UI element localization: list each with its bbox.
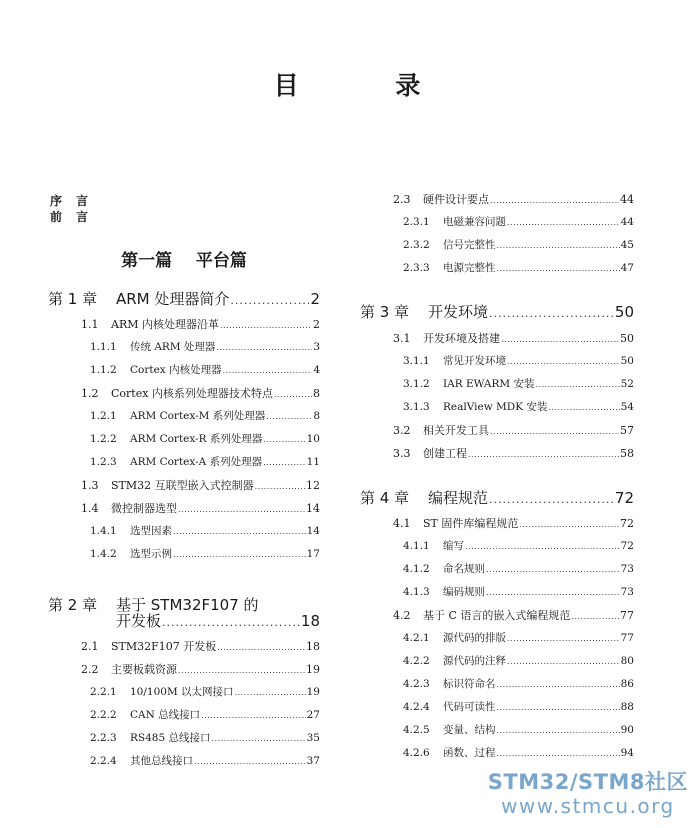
section-title: 硬件设计要点: [423, 193, 489, 206]
leader-dots: [507, 635, 620, 643]
leader-dots: [263, 459, 306, 467]
toc-subsection-entry[interactable]: [403, 240, 634, 251]
watermark-name: STM32/STM8社区: [487, 770, 688, 794]
leader-dots: [266, 413, 312, 421]
leader-dots: [571, 613, 619, 621]
leader-dots: [486, 589, 620, 597]
section-number: 3.1: [393, 332, 411, 345]
subsection-number: 4.2.1: [403, 632, 430, 644]
subsection-number: 3.1.3: [403, 401, 430, 413]
section-number: 2.3: [393, 193, 411, 206]
leader-dots: [217, 644, 305, 652]
page-number: 8: [313, 410, 320, 422]
subsection-number: 1.1.1: [90, 341, 117, 353]
subsection-title: 标识符命名: [443, 678, 496, 690]
preface-entry: 序言: [50, 194, 103, 208]
subsection-number: 4.2.2: [403, 655, 430, 667]
subsection-number: 1.2.1: [90, 410, 117, 422]
subsection-title: 源代码的注释: [443, 655, 506, 667]
page-number: 17: [306, 548, 320, 560]
leader-dots: [490, 428, 619, 436]
leader-dots: [173, 528, 306, 536]
leader-dots: [497, 727, 620, 735]
subsection-title: 其他总线接口: [130, 755, 193, 767]
subsection-number: 1.2.2: [90, 433, 117, 445]
leader-dots: [178, 667, 305, 675]
toc-subsection-entry[interactable]: [90, 526, 320, 537]
subsection-title: 源代码的排版: [443, 632, 506, 644]
toc-subsection-entry[interactable]: [90, 457, 320, 468]
leader-dots: [162, 617, 300, 628]
page-number: 57: [620, 424, 634, 437]
page-number: 72: [620, 517, 634, 530]
page-number: 47: [620, 262, 634, 274]
section-title: ARM 内核处理器沿革: [111, 318, 219, 331]
leader-dots: [489, 308, 614, 319]
leader-dots: [501, 336, 619, 344]
leader-dots: [497, 750, 620, 758]
page-number: 44: [620, 216, 634, 228]
leader-dots: [497, 265, 620, 273]
subsection-title: 命名规则: [443, 563, 485, 575]
subsection-number: 4.1.3: [403, 586, 430, 598]
toc-subsection-entry[interactable]: [403, 379, 634, 390]
toc-chapter-entry[interactable]: [360, 305, 634, 320]
leader-dots: [519, 521, 619, 529]
chapter-title-continued: 开发板: [116, 612, 162, 630]
subsection-title: 传统 ARM 处理器: [130, 341, 216, 353]
toc-section-entry[interactable]: [81, 503, 320, 514]
leader-dots: [489, 494, 614, 505]
page-number: 8: [313, 387, 320, 400]
toc-subsection-entry[interactable]: [403, 356, 634, 367]
page-number: 44: [620, 193, 634, 206]
page-number: 11: [306, 456, 320, 468]
toc-chapter-entry[interactable]: [48, 292, 320, 307]
section-number: 3.3: [393, 447, 411, 460]
leader-dots: [263, 436, 305, 444]
subsection-number: 2.3.2: [403, 239, 430, 251]
leader-dots: [536, 381, 620, 389]
leader-dots: [178, 506, 305, 514]
leader-dots: [220, 322, 312, 330]
toc-subsection-entry[interactable]: [90, 411, 320, 422]
part-heading: 第一篇 平台篇: [121, 251, 247, 271]
subsection-title: 10/100M 以太网接口: [130, 686, 234, 698]
leader-dots: [201, 712, 305, 720]
subsection-title: 选型因素: [130, 525, 172, 537]
toc-chapter-entry[interactable]: [360, 491, 634, 506]
leader-dots: [211, 735, 305, 743]
page-number: 86: [620, 678, 634, 690]
page-number: 14: [306, 502, 320, 515]
page-number: 10: [306, 433, 320, 445]
toc-section-entry[interactable]: [81, 641, 320, 652]
leader-dots: [194, 758, 306, 766]
toc-subsection-entry[interactable]: [90, 710, 320, 721]
leader-dots: [497, 704, 620, 712]
page-number: 19: [306, 686, 320, 698]
page-number: 80: [620, 655, 634, 667]
leader-dots: [468, 451, 619, 459]
leader-dots: [255, 483, 305, 491]
leader-dots: [507, 658, 620, 666]
section-number: 2.1: [81, 640, 99, 653]
page-number: 73: [620, 586, 634, 598]
section-title: 相关开发工具: [423, 424, 489, 437]
section-title: 基于 C 语言的嵌入式编程规范: [423, 609, 571, 622]
subsection-title: ARM Cortex-A 系列处理器: [130, 456, 263, 468]
subsection-title: 电源完整性: [443, 262, 496, 274]
page-number: 50: [614, 303, 634, 321]
page-number: 4: [313, 364, 320, 376]
subsection-title: 缩写: [443, 540, 464, 552]
section-title: 微控制器选型: [111, 502, 177, 515]
page-number: 58: [620, 447, 634, 460]
chapter-title: 基于 STM32F107 的: [116, 596, 259, 614]
page-number: 2: [313, 318, 320, 331]
chapter-title: 开发环境: [428, 303, 489, 321]
toc-subsection-entry[interactable]: [403, 725, 634, 736]
toc-subsection-entry[interactable]: [90, 756, 320, 767]
subsection-number: 4.2.6: [403, 747, 430, 759]
subsection-number: 2.2.4: [90, 755, 117, 767]
toc-subsection-entry[interactable]: [90, 365, 320, 376]
subsection-title: 选型示例: [130, 548, 172, 560]
leader-dots: [235, 689, 306, 697]
page-number: 35: [306, 732, 320, 744]
chapter-title: 编程规范: [428, 489, 489, 507]
page-number: 45: [620, 239, 634, 251]
subsection-number: 1.1.2: [90, 364, 117, 376]
toc-subsection-entry[interactable]: [403, 402, 634, 413]
leader-dots: [507, 219, 620, 227]
section-number: 4.1: [393, 517, 411, 530]
leader-dots: [486, 566, 620, 574]
page-number: 72: [620, 540, 634, 552]
subsection-title: RS485 总线接口: [130, 732, 211, 744]
watermark-url: www.stmcu.org: [501, 794, 675, 818]
toc-subsection-entry[interactable]: [403, 564, 634, 575]
toc-section-entry[interactable]: [393, 425, 634, 436]
leader-dots: [548, 404, 619, 412]
watermark: [488, 766, 688, 818]
toc-section-entry[interactable]: [81, 388, 320, 399]
leader-dots: [274, 391, 312, 399]
subsection-number: 3.1.1: [403, 355, 430, 367]
section-title: 开发环境及搭建: [423, 332, 500, 345]
subsection-title: ARM Cortex-R 系列处理器: [130, 433, 263, 445]
section-number: 3.2: [393, 424, 411, 437]
subsection-title: 信号完整性: [443, 239, 496, 251]
toc-section-entry[interactable]: [393, 518, 634, 529]
toc-section-entry[interactable]: [81, 319, 320, 330]
subsection-number: 1.2.3: [90, 456, 117, 468]
page-number: 77: [620, 609, 634, 622]
subsection-number: 4.2.5: [403, 724, 430, 736]
page-number: 50: [620, 355, 634, 367]
subsection-number: 2.2.1: [90, 686, 117, 698]
toc-subsection-entry[interactable]: [403, 263, 634, 274]
toc-subsection-entry[interactable]: [403, 217, 634, 228]
toc-subsection-entry[interactable]: [90, 342, 320, 353]
chapter-number: 第 3 章: [360, 303, 410, 321]
page-number: 37: [306, 755, 320, 767]
page-number: 73: [620, 563, 634, 575]
toc-section-entry[interactable]: [393, 333, 634, 344]
leader-dots: [490, 197, 619, 205]
toc-subsection-entry[interactable]: [90, 434, 320, 445]
subsection-title: 函数、过程: [443, 747, 496, 759]
page-number: 90: [620, 724, 634, 736]
page-number: 27: [306, 709, 320, 721]
leader-dots: [497, 242, 620, 250]
toc-subsection-entry[interactable]: [90, 733, 320, 744]
subsection-number: 4.1.2: [403, 563, 430, 575]
section-title: STM32 互联型嵌入式控制器: [111, 479, 254, 492]
leader-dots: [223, 367, 313, 375]
section-title: Cortex 内核系列处理器技术特点: [111, 387, 273, 400]
subsection-number: 2.3.3: [403, 262, 430, 274]
page-number: 18: [300, 612, 320, 630]
section-title: 创建工程: [423, 447, 467, 460]
subsection-title: Cortex 内核处理器: [130, 364, 222, 376]
toc-section-entry[interactable]: [81, 480, 320, 491]
toc-section-entry[interactable]: [81, 664, 320, 675]
subsection-number: 4.1.1: [403, 540, 430, 552]
toc-subsection-entry[interactable]: [403, 679, 634, 690]
toc-subsection-entry[interactable]: [403, 541, 634, 552]
toc-subsection-entry[interactable]: [90, 687, 320, 698]
subsection-number: 2.2.2: [90, 709, 117, 721]
page-number: 18: [306, 640, 320, 653]
subsection-number: 4.2.3: [403, 678, 430, 690]
chapter-title: ARM 处理器简介: [116, 290, 230, 308]
section-title: ST 固件库编程规范: [423, 517, 519, 530]
toc-section-entry[interactable]: [393, 448, 634, 459]
leader-dots: [230, 295, 309, 306]
section-number: 1.1: [81, 318, 99, 331]
page-number: 3: [313, 341, 320, 353]
page-number: 12: [306, 479, 320, 492]
leader-dots: [497, 681, 620, 689]
section-number: 4.2: [393, 609, 411, 622]
section-title: 主要板载资源: [111, 663, 177, 676]
page-title: 目 录: [273, 71, 465, 100]
subsection-number: 1.4.1: [90, 525, 117, 537]
page-number: 77: [620, 632, 634, 644]
section-title: STM32F107 开发板: [111, 640, 217, 653]
subsection-title: ARM Cortex-M 系列处理器: [130, 410, 266, 422]
subsection-number: 4.2.4: [403, 701, 430, 713]
section-number: 2.2: [81, 663, 99, 676]
page-number: 14: [306, 525, 320, 537]
section-number: 1.2: [81, 387, 99, 400]
leader-dots: [216, 344, 312, 352]
toc-section-entry[interactable]: [393, 194, 634, 205]
leader-dots: [507, 358, 620, 366]
section-number: 1.3: [81, 479, 99, 492]
page-number: 52: [620, 378, 634, 390]
leader-dots: [173, 551, 306, 559]
toc-subsection-entry[interactable]: [403, 702, 634, 713]
page-number: 94: [620, 747, 634, 759]
subsection-number: 1.4.2: [90, 548, 117, 560]
subsection-title: CAN 总线接口: [130, 709, 201, 721]
subsection-number: 3.1.2: [403, 378, 430, 390]
toc-subsection-entry[interactable]: [90, 549, 320, 560]
section-number: 1.4: [81, 502, 99, 515]
chapter-number: 第 1 章: [48, 290, 98, 308]
toc-chapter-entry-continued[interactable]: [116, 614, 320, 629]
subsection-number: 2.2.3: [90, 732, 117, 744]
page-number: 88: [620, 701, 634, 713]
chapter-number: 第 4 章: [360, 489, 410, 507]
toc-section-entry[interactable]: [393, 610, 634, 621]
toc-subsection-entry[interactable]: [403, 587, 634, 598]
chapter-number: 第 2 章: [48, 596, 98, 614]
subsection-title: 常见开发环境: [443, 355, 506, 367]
subsection-number: 2.3.1: [403, 216, 430, 228]
toc-subsection-entry[interactable]: [403, 656, 634, 667]
subsection-title: RealView MDK 安装: [443, 401, 548, 413]
toc-subsection-entry[interactable]: [403, 748, 634, 759]
leader-dots: [465, 543, 620, 551]
foreword-entry: 前言: [50, 210, 103, 224]
page-number: 54: [620, 401, 634, 413]
subsection-title: IAR EWARM 安装: [443, 378, 535, 390]
subsection-title: 变量、结构: [443, 724, 496, 736]
subsection-title: 编码规则: [443, 586, 485, 598]
page-number: 19: [306, 663, 320, 676]
subsection-title: 电磁兼容问题: [443, 216, 506, 228]
page-number: 72: [614, 489, 634, 507]
toc-subsection-entry[interactable]: [403, 633, 634, 644]
page-number: 2: [310, 290, 320, 308]
subsection-title: 代码可读性: [443, 701, 496, 713]
page-number: 50: [620, 332, 634, 345]
